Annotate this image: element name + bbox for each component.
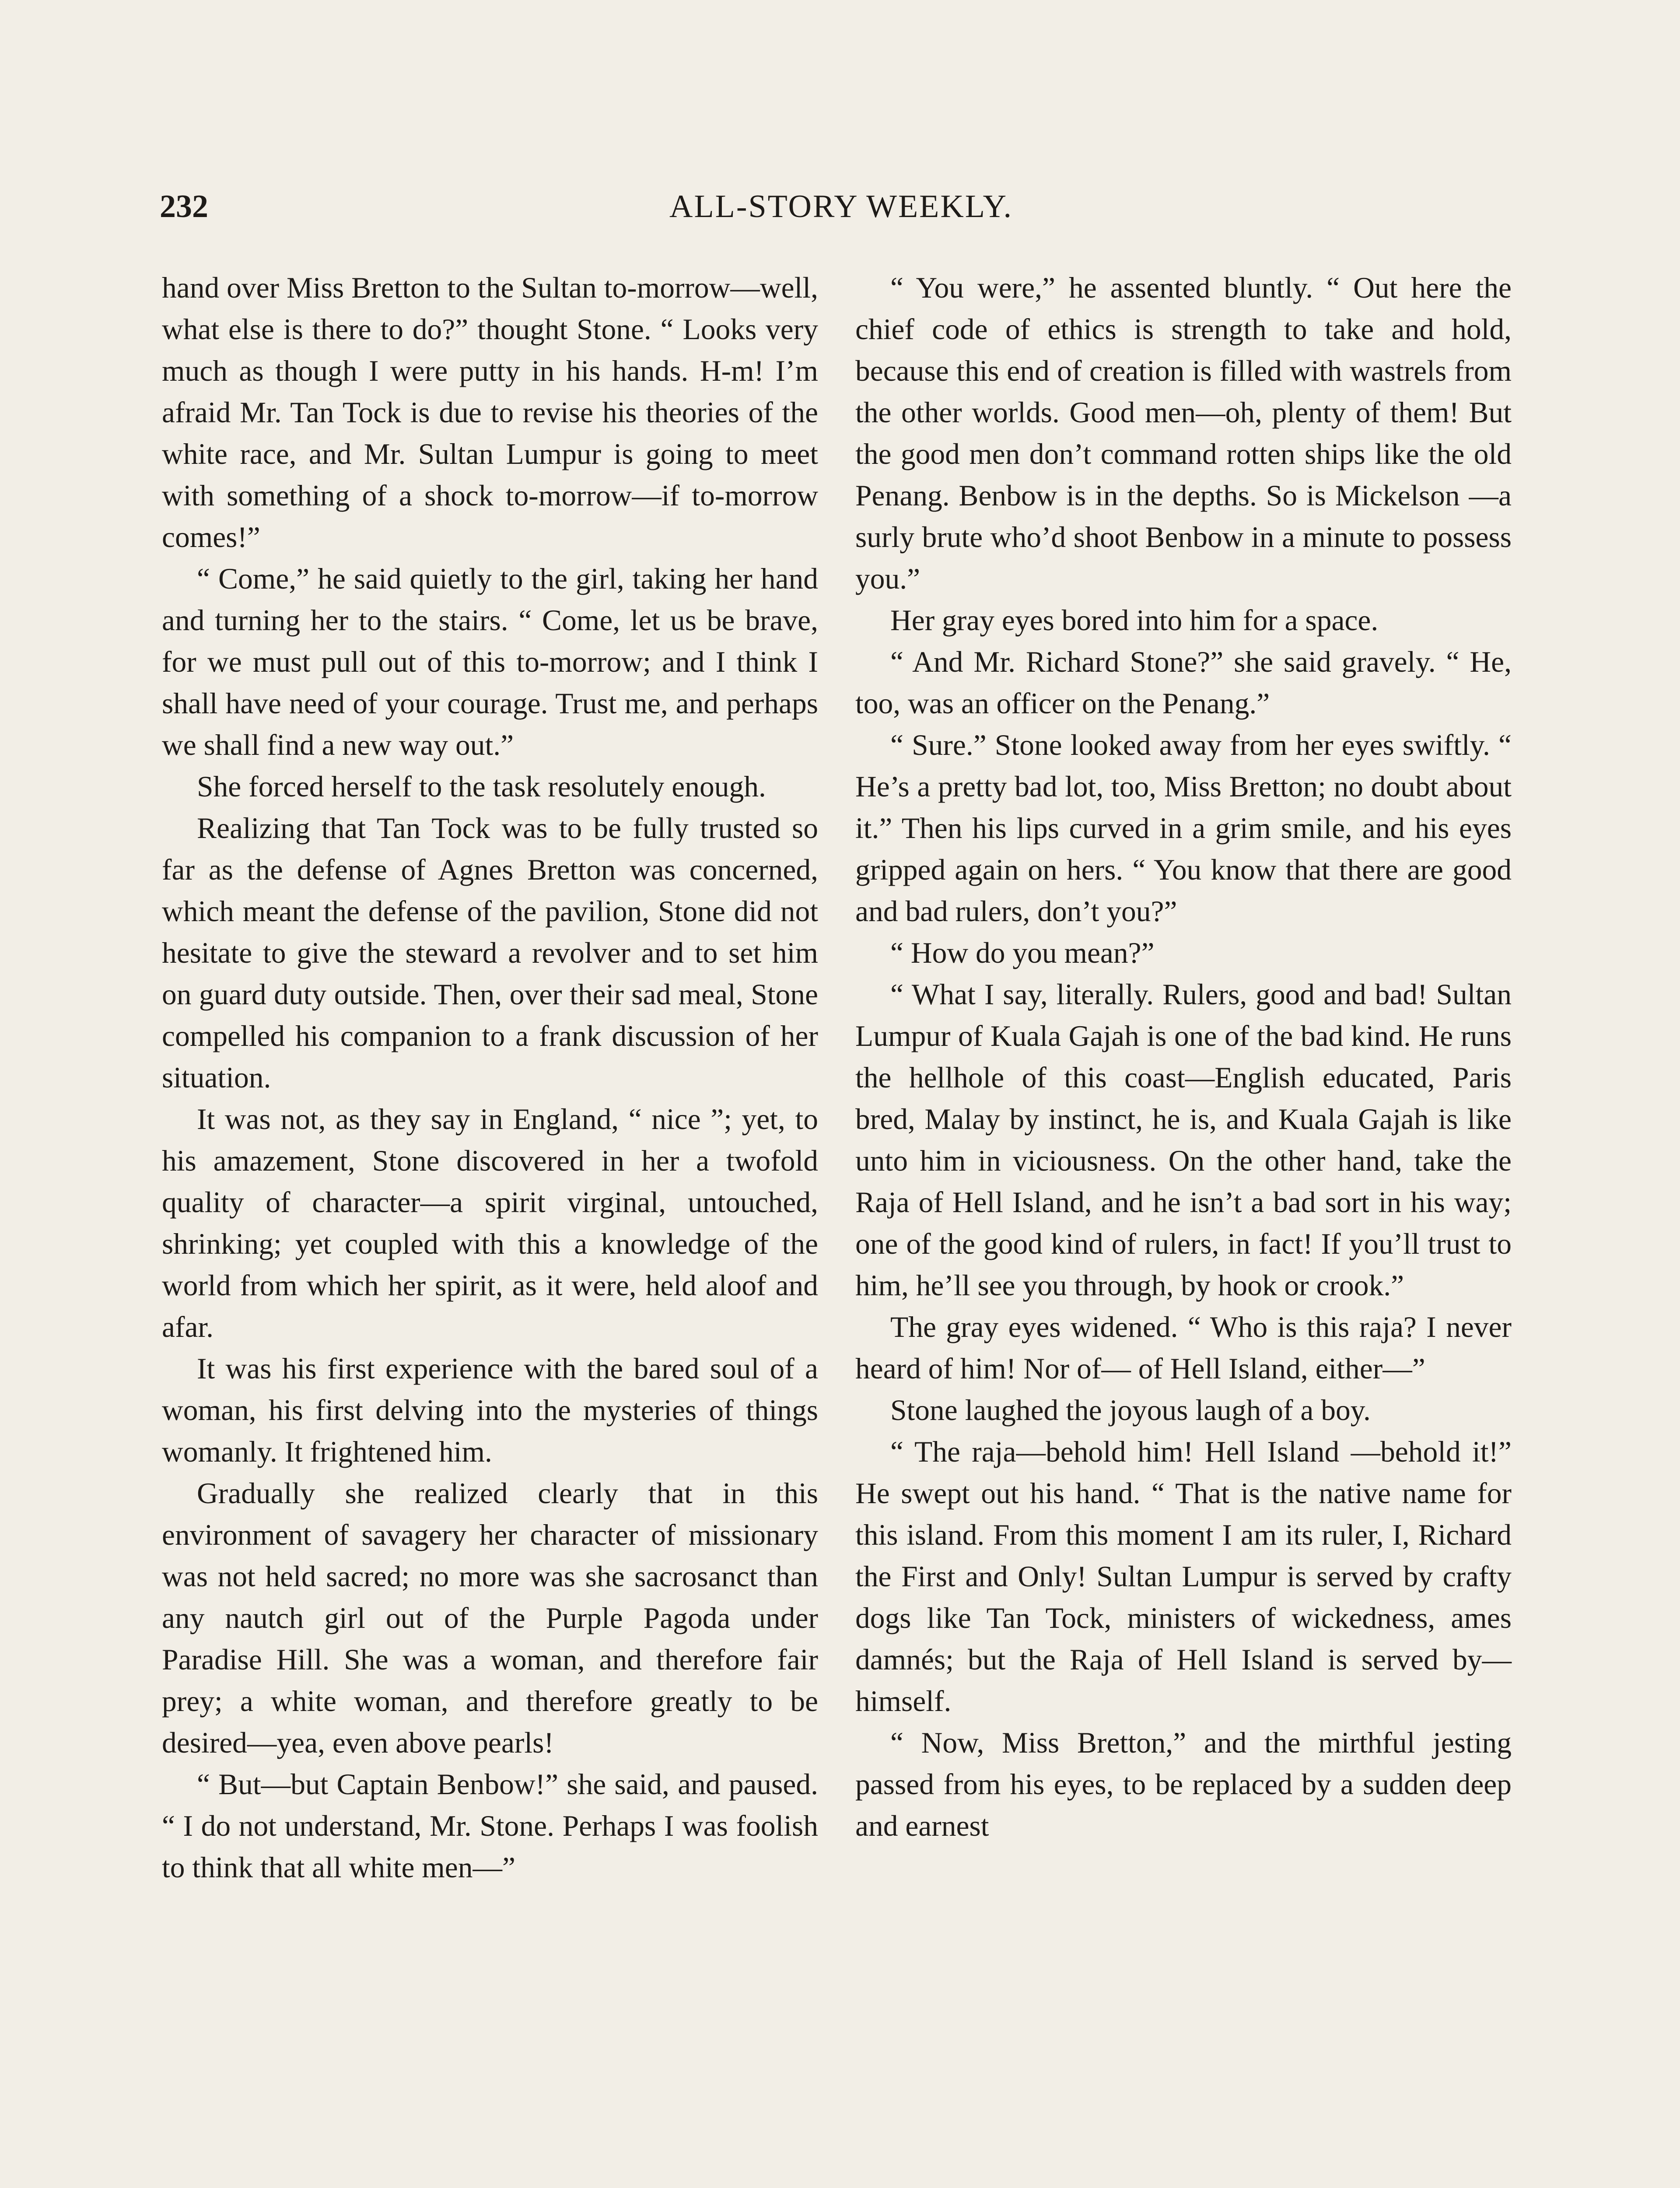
paragraph: hand over Miss Bretton to the Sultan to-morrow—well, what else is there to do?” thought Stone. “ Looks very much as though I were putty in his hands. H-m! I’m afraid Mr. Tan Tock is due to revise his theories of the white race, and Mr. Sultan Lumpur is going to meet with something of a shock to-morrow—if to-morrow comes!” [162,271,818,554]
right-column [855,267,1512,1847]
paragraph: “ And Mr. Richard Stone?” she said gravely. “ He, too, was an officer on the Penang.” [855,645,1512,720]
paragraph: Her gray eyes bored into him for a space. [890,604,1379,637]
paragraph: The gray eyes widened. “ Who is this raja? I never heard of him! Nor of— of Hell Island, either—” [855,1311,1512,1385]
paragraph: “ Now, Miss Bretton,” and the mirthful jesting passed from his eyes, to be replaced by a sudden deep and earnest [855,1726,1512,1842]
magazine-title: ALL-STORY WEEKLY. [669,189,1013,224]
paragraph: “ Sure.” Stone looked away from her eyes swiftly. “ He’s a pretty bad lot, too, Miss Bretton; no doubt about it.” Then his lips curved in a grim smile, and his eyes gripped again on hers. “ You know that there are good and bad rulers, don’t you?” [855,729,1512,928]
paragraph: “ But—but Captain Benbow!” she said, and paused. “ I do not understand, Mr. Stone. Perhaps I was foolish to think that all white men—” [162,1768,818,1884]
paragraph: Gradually she realized clearly that in this environment of savagery her character of missionary was not held sacred; no more was she sacrosanct than any nautch girl out of the Purple Pagoda under Paradise Hill. She was a woman, and therefore fair prey; a white woman, and therefore greatly to be desired—yea, even above pearls! [162,1477,818,1759]
paragraph: Stone laughed the joyous laugh of a boy. [890,1394,1371,1427]
left-column [162,267,818,1888]
paragraph: “ You were,” he assented bluntly. “ Out here the chief code of ethics is strength to take and hold, because this end of creation is filled with wastrels from the other worlds. Good men—oh, plenty of them! But the good men don’t command rotten ships like the old Penang. Benbow is in the depths. So is Mickelson —a surly brute who’d shoot Benbow in a minute to possess you.” [855,271,1512,595]
paragraph: She forced herself to the task resolutely enough. [197,770,766,803]
paragraph: “ Come,” he said quietly to the girl, taking her hand and turning her to the stairs. “ Come, let us be brave, for we must pull out of this to-morrow; and I think I shall have need of your courage. Trust me, and perhaps we shall find a new way out.” [162,562,818,761]
paragraph: Realizing that Tan Tock was to be fully trusted so far as the defense of Agnes Bretton was concerned, which meant the defense of the pavilion, Stone did not hesitate to give the steward a revolver and to set him on guard duty outside. Then, over their sad meal, Stone compelled his companion to a frank discussion of her situation. [162,812,818,1094]
paragraph: It was his first experience with the bared soul of a woman, his first delving into the mysteries of things womanly. It frightened him. [162,1352,818,1468]
page-header [160,188,1522,236]
paragraph: “ What I say, literally. Rulers, good and bad! Sultan Lumpur of Kuala Gajah is one of the bad kind. He runs the hellhole of this coast—English educated, Paris bred, Malay by instinct, he is, and Kuala Gajah is like unto him in viciousness. On the other hand, take the Raja of Hell Island, and he isn’t a bad sort in his way; one of the good kind of rulers, in fact! If you’ll trust to him, he’ll see you through, by hook or crook.” [855,978,1512,1302]
paragraph: “ How do you mean?” [890,936,1155,969]
page-number: 232 [160,189,208,224]
paragraph: “ The raja—behold him! Hell Island —behold it!” He swept out his hand. “ That is the native name for this island. From this moment I am its ruler, I, Richard the First and Only! Sultan Lumpur is served by crafty dogs like Tan Tock, ministers of wickedness, ames damnés; but the Raja of Hell Island is served by—himself. [855,1435,1512,1718]
paragraph: It was not, as they say in England, “ nice ”; yet, to his amazement, Stone discovered in her a twofold quality of character—a spirit virginal, untouched, shrinking; yet coupled with this a knowledge of the world from which her spirit, as it were, held aloof and afar. [162,1103,818,1343]
